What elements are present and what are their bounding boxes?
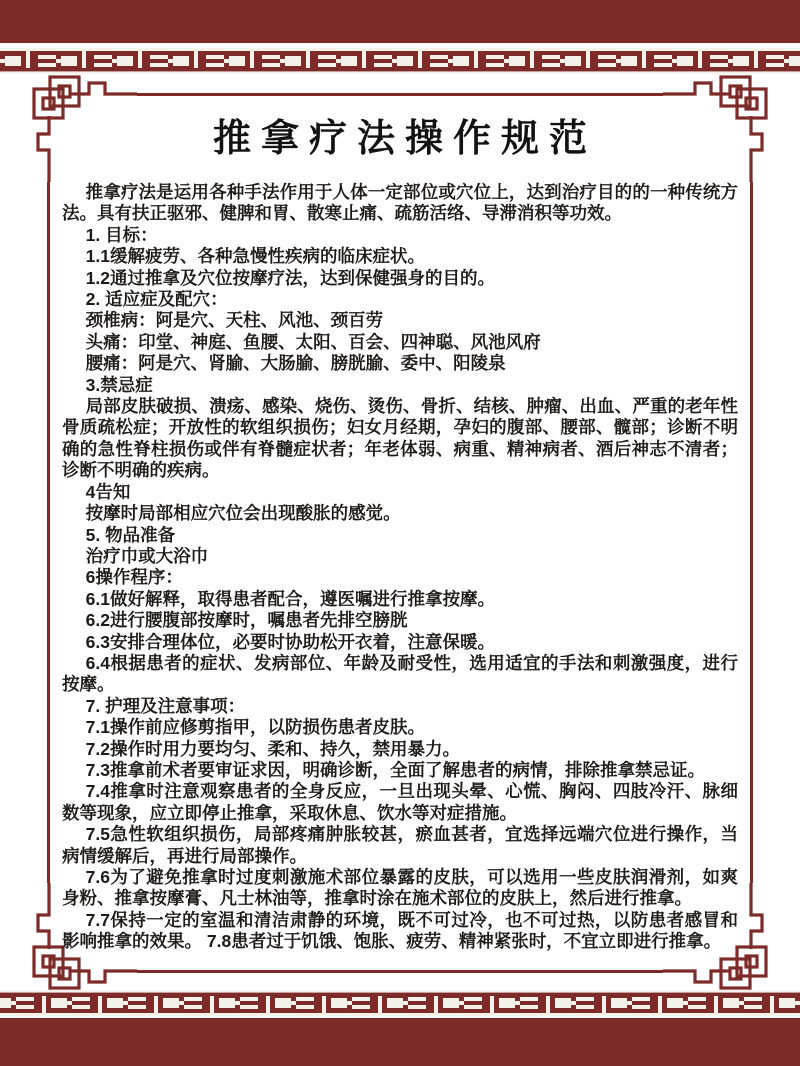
- paragraph: 7.3推拿前术者要审证求因，明确诊断，全面了解患者的病情，排除推拿禁忌证。: [85, 759, 705, 780]
- paragraph: 7. 护理及注意事项：: [85, 695, 246, 716]
- paragraph: 2. 适应症及配穴：: [85, 289, 228, 310]
- paragraph: 7.6为了避免推拿时过度刺激施术部位暴露的皮肤，可以选用一些皮肤润滑剂，如爽身粉、推拿按摩膏、凡士林油等，推拿时涂在施术部位的皮肤上，然后进行推拿。: [62, 867, 738, 909]
- paragraph: 1.2通过推拿及穴位按摩疗法，达到保健强身的目的。: [85, 267, 495, 288]
- top-fret-border: [0, 48, 800, 74]
- frame-bottom-border: [137, 970, 663, 973]
- fret-pattern-bottom: [0, 990, 800, 1016]
- frame-left-border: [47, 182, 50, 883]
- paragraph: 7.1操作前应修剪指甲，以防损伤患者皮肤。: [85, 717, 425, 738]
- paragraph: 颈椎病：阿是穴、天柱、风池、颈百劳: [85, 310, 384, 331]
- frame-top-border: [137, 93, 663, 96]
- paragraph: 腰痛：阿是穴、肾腧、大肠腧、膀胱腧、委中、阳陵泉: [85, 353, 506, 374]
- paragraph: 治疗巾或大浴巾: [85, 545, 209, 566]
- fret-pattern-top: [0, 48, 800, 74]
- poster-content: [62, 99, 738, 959]
- paragraph: 6.3安排合理体位，必要时协助松开衣着，注意保暖。: [85, 631, 495, 652]
- paragraph: 4告知: [85, 481, 131, 502]
- paragraph: 6.2进行腰腹部按摩时，嘱患者先排空膀胱: [85, 610, 408, 631]
- poster-title: 推拿疗法操作规范: [212, 118, 597, 160]
- paragraph: 6.4根据患者的症状、发病部位、年龄及耐受性，选用适宜的手法和刺激强度，进行按摩。: [62, 652, 738, 695]
- paragraph: 7.7保持一定的室温和清洁肃静的环境，既不可过冷，也不可过热，以防患者感冒和影响推拿的效果。 7.8患者过于饥饿、饱胀、疲劳、精神紧张时，不宜立即进行推拿。: [62, 909, 738, 952]
- top-solid-band: [0, 0, 800, 43]
- paragraph: 7.5急性软组织损伤，局部疼痛肿胀较甚，瘀血甚者，宜选择远端穴位进行操作，当病情缓解后，再进行局部操作。: [62, 824, 738, 866]
- paragraph: 6.1做好解释，取得患者配合，遵医嘱进行推拿按摩。: [85, 588, 495, 609]
- paragraph: 5. 物品准备: [85, 524, 176, 545]
- paragraph: 6操作程序：: [85, 567, 183, 588]
- poster-body: [62, 182, 738, 953]
- bottom-fret-border: [0, 990, 800, 1016]
- paragraph: 3.禁忌症: [85, 374, 153, 395]
- paragraph: 1. 目标：: [85, 224, 158, 245]
- paragraph: 7.2操作时用力要均匀、柔和、持久，禁用暴力。: [85, 738, 460, 759]
- paragraph: 7.4推拿时注意观察患者的全身反应，一旦出现头晕、心慌、胸闷、四肢冷汗、脉细数等现象，应立即停止推拿，采取休息、饮水等对症措施。: [62, 781, 738, 823]
- paragraph: 推拿疗法是运用各种手法作用于人体一定部位或穴位上，达到治疗目的的一种传统方法。具有扶正驱邪、健脾和胃、散寒止痛、疏筋活络、导滞消积等功效。: [62, 182, 738, 224]
- paragraph: 头痛：印堂、神庭、鱼腰、太阳、百会、四神聪、风池风府: [85, 331, 541, 352]
- bottom-solid-band: [0, 1018, 800, 1066]
- frame-right-border: [750, 182, 753, 883]
- paragraph: 1.1缓解疲劳、各种急慢性疾病的临床症状。: [85, 246, 425, 267]
- paragraph: 局部皮肤破损、溃疡、感染、烧伤、烫伤、骨折、结核、肿瘤、出血、严重的老年性骨质疏松症；开放性的软组织损伤；妇女月经期，孕妇的腹部、腰部、髋部；诊断不明确的急性脊柱损伤或伴有脊髓症状者；年老体弱、病重、精神病者、酒后神志不清者；诊断不明确的疾病。: [62, 396, 738, 481]
- paragraph: 按摩时局部相应穴位会出现酸胀的感觉。: [85, 503, 401, 524]
